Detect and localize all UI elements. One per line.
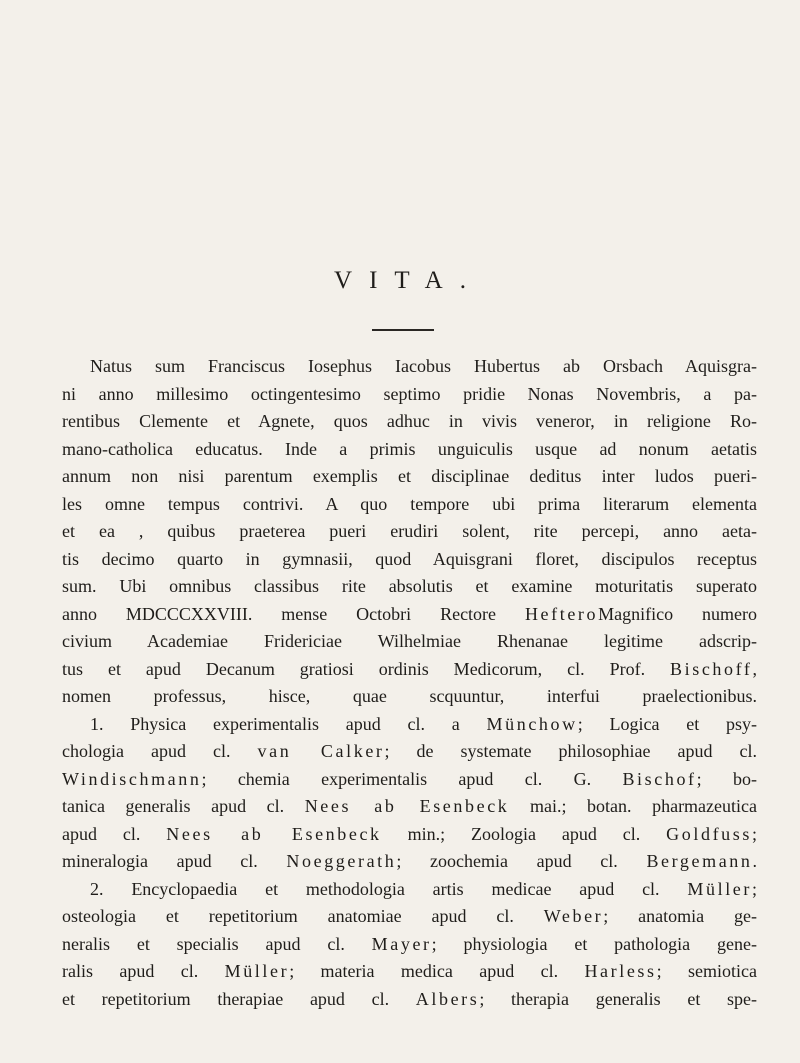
text-segment: ; materia medica apud cl. [289, 961, 585, 981]
text-segment: apud cl. [62, 823, 167, 844]
text-segment: ; semiotica [656, 961, 757, 981]
professor-name: Albers [415, 988, 480, 1009]
biography-text [62, 353, 757, 1013]
page-title: VITA. [334, 267, 483, 294]
professor-name: Bischoff [670, 658, 753, 679]
text-segment: ; Logica et psy- [577, 713, 757, 734]
text-segment: osteologia et repetitorium anatomiae apud cl. [62, 906, 544, 926]
text-segment: et repetitorium therapiae apud cl. [62, 988, 416, 1009]
text-segment: Bischof [622, 768, 697, 789]
text-segment: mineralogia apud cl. [62, 851, 287, 871]
text-segment: ; therapia generalis et spe- [479, 988, 757, 1009]
text-segment: tanica generalis apud cl. [62, 796, 305, 816]
text-segment: Magnifico numero [598, 603, 757, 624]
professor-name: Mayer [371, 933, 432, 954]
text-segment: et ea , quibus praeterea pueri erudiri solent, rite percepi, anno aeta- [62, 521, 757, 541]
professor-name: Nees ab Esenbeck [304, 796, 510, 816]
text-line [62, 931, 757, 959]
title-rule [372, 329, 434, 331]
text-line [62, 518, 757, 546]
text-segment: tus et apud Decanum gratiosi ordinis Medicorum, cl. Prof. [62, 658, 671, 679]
text-segment: 1. Physica experimentalis apud cl. a [90, 713, 487, 734]
text-segment: ; de systemate philosophiae apud cl. [384, 741, 758, 761]
text-line [62, 491, 757, 519]
text-segment: Natus sum Franciscus Iosephus Iacobus Hubertus ab Orsbach Aquisgra- [90, 356, 757, 376]
text-segment: rentibus Clemente et Agnete, quos adhuc in vivis veneror, in religione Ro- [62, 411, 757, 431]
text-line [62, 573, 757, 601]
professor-name: Heftero [524, 603, 599, 624]
text-segment: ralis apud cl. [62, 961, 225, 981]
text-segment: min.; Zoologia apud cl. [381, 823, 667, 844]
text-line [62, 876, 757, 904]
text-segment: annum non nisi parentum exemplis et disciplinae deditus inter ludos pueri- [62, 466, 757, 486]
text-segment: , [752, 658, 757, 679]
professor-name: ; chemia experimentalis apud cl. G. [201, 768, 623, 789]
text-segment: mai.; botan. pharmazeutica [509, 796, 758, 816]
professor-name: Münchow [486, 713, 578, 734]
professor-name: Müller [224, 961, 290, 981]
text-segment: les omne tempus contrivi. A quo tempore ubi prima literarum elementa [62, 493, 757, 514]
text-segment: mano-catholica educatus. Inde a primis unguiculis usque ad nonum aetatis [62, 438, 757, 459]
text-line [62, 848, 757, 876]
text-segment: chologia apud cl. [62, 741, 258, 761]
professor-name: ; bo- [696, 768, 757, 789]
text-line [62, 463, 757, 491]
text-segment: civium Academiae Fridericiae Wilhelmiae Rhenanae legitime adscrip- [62, 631, 757, 651]
professor-name: Goldfuss [666, 823, 752, 844]
text-segment: nomen professus, hisce, quae scquuntur, interfui praelectionibus. [62, 686, 757, 706]
professor-name: Müller [687, 878, 752, 899]
text-line [62, 408, 757, 436]
text-line [62, 546, 757, 574]
professor-name: Nees ab Esenbeck [166, 823, 382, 844]
text-line [62, 821, 757, 849]
text-line [62, 683, 757, 711]
text-line [62, 436, 757, 464]
text-line [62, 711, 757, 739]
text-segment: sum. Ubi omnibus classibus rite absolutis et examine moturitatis superato [62, 576, 757, 596]
text-line [62, 766, 757, 794]
professor-name: van Calker [257, 741, 385, 761]
professor-name: Harless [584, 961, 657, 981]
text-line [62, 958, 757, 986]
text-segment: tis decimo quarto in gymnasii, quod Aquisgrani floret, discipulos receptus [62, 548, 757, 569]
text-line [62, 381, 757, 409]
text-segment: neralis et specialis apud cl. [62, 933, 372, 954]
text-line [62, 793, 757, 821]
text-line [62, 986, 757, 1014]
professor-name: Noeggerath [286, 851, 397, 871]
professor-name: Windischmann [62, 768, 202, 789]
professor-name: Weber [543, 906, 604, 926]
text-line [62, 738, 757, 766]
text-segment: . [752, 851, 757, 871]
text-segment: ; zoochemia apud cl. [396, 851, 647, 871]
text-line [62, 903, 757, 931]
text-line [62, 628, 757, 656]
text-segment: anno MDCCCXXVIII. mense Octobri Rectore [62, 603, 525, 624]
text-line [62, 601, 757, 629]
professor-name: Bergemann [646, 851, 753, 871]
text-line [62, 656, 757, 684]
text-segment: 2. Encyclopaedia et methodologia artis medicae apud cl. [90, 878, 688, 899]
text-segment: ; physiologia et pathologia gene- [431, 933, 757, 954]
text-segment: ; [751, 823, 757, 844]
text-segment: ; anatomia ge- [603, 906, 757, 926]
text-line [62, 353, 757, 381]
text-segment: ; [751, 878, 757, 899]
text-segment: ni anno millesimo octingentesimo septimo pridie Nonas Novembris, a pa- [62, 383, 757, 404]
